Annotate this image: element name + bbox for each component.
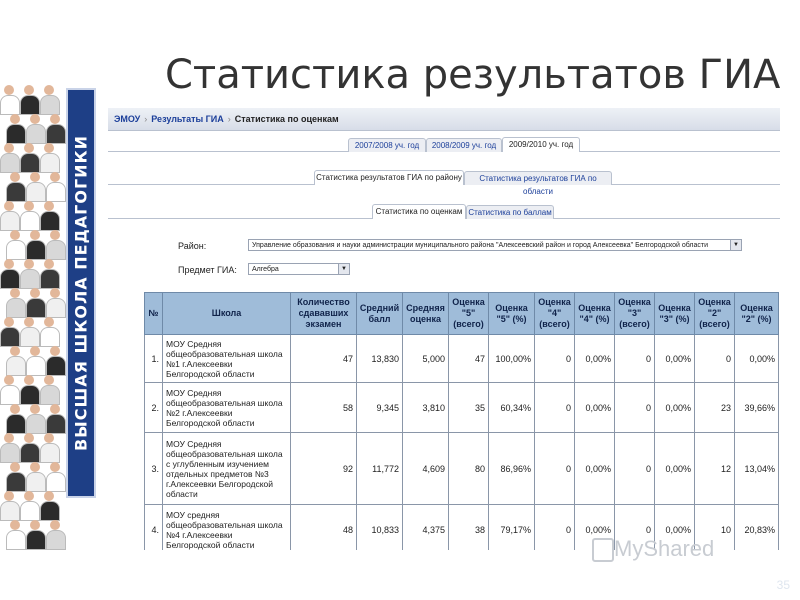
value-cell: 80 xyxy=(449,433,489,505)
person-icon xyxy=(40,143,58,171)
year-tabs xyxy=(108,137,780,152)
value-cell: 0 xyxy=(535,383,575,433)
person-icon xyxy=(20,491,38,519)
value-cell: 5,000 xyxy=(403,335,449,383)
value-cell: 0 xyxy=(615,433,655,505)
district-select-value: Управление образования и науки администрации муниципального района "Алексеевский район и город Алексеевка" Белгородской области xyxy=(252,242,709,249)
value-cell: 58 xyxy=(291,383,357,433)
value-cell: 39,66% xyxy=(735,383,779,433)
person-icon xyxy=(0,143,18,171)
person-icon xyxy=(40,259,58,287)
person-icon xyxy=(0,375,18,403)
chevron-down-icon: ▼ xyxy=(730,240,741,250)
column-header: Средний балл xyxy=(357,293,403,335)
value-cell: 10 xyxy=(695,505,735,551)
person-icon xyxy=(26,172,44,200)
value-cell: 38 xyxy=(449,505,489,551)
value-cell: 0,00% xyxy=(655,433,695,505)
value-cell: 10,833 xyxy=(357,505,403,551)
person-icon xyxy=(6,288,24,316)
person-icon xyxy=(20,317,38,345)
value-cell: 11,772 xyxy=(357,433,403,505)
row-number-cell: 1. xyxy=(145,335,163,383)
value-cell: 79,17% xyxy=(489,505,535,551)
column-header: Оценка "5" (%) xyxy=(489,293,535,335)
tab-by-grades[interactable]: Статистика по оценкам xyxy=(372,204,466,219)
people-photo-strip xyxy=(0,85,70,550)
tab-district-stats[interactable]: Статистика результатов ГИА по району xyxy=(314,170,464,185)
view-tabs xyxy=(108,204,780,219)
person-icon xyxy=(40,491,58,519)
breadcrumb-current: Статистика по оценкам xyxy=(234,114,339,124)
column-header: № xyxy=(145,293,163,335)
value-cell: 86,96% xyxy=(489,433,535,505)
person-icon xyxy=(46,520,64,548)
person-icon xyxy=(20,259,38,287)
value-cell: 0,00% xyxy=(575,433,615,505)
tab-region-stats[interactable]: Статистика результатов ГИА по области xyxy=(464,171,612,185)
person-icon xyxy=(40,375,58,403)
value-cell: 0 xyxy=(615,335,655,383)
value-cell: 13,04% xyxy=(735,433,779,505)
column-header: Оценка "3" (%) xyxy=(655,293,695,335)
subject-select[interactable] xyxy=(248,263,350,275)
person-icon xyxy=(20,433,38,461)
app-screenshot xyxy=(108,108,780,550)
value-cell: 0 xyxy=(695,335,735,383)
value-cell: 23 xyxy=(695,383,735,433)
person-icon xyxy=(40,317,58,345)
person-icon xyxy=(26,462,44,490)
value-cell: 60,34% xyxy=(489,383,535,433)
person-icon xyxy=(6,462,24,490)
table-header-row xyxy=(145,293,779,335)
page-number: 35 xyxy=(776,578,790,592)
person-icon xyxy=(46,230,64,258)
row-number-cell: 2. xyxy=(145,383,163,433)
person-icon xyxy=(0,85,18,113)
school-name-cell: МОУ Средняя общеобразовательная школа с углубленным изучением отдельных предметов №3 г.Алексеевки Белгородской области xyxy=(163,433,291,505)
value-cell: 92 xyxy=(291,433,357,505)
value-cell: 3,810 xyxy=(403,383,449,433)
person-icon xyxy=(46,404,64,432)
value-cell: 0 xyxy=(615,383,655,433)
table-row xyxy=(145,335,779,383)
person-icon xyxy=(26,404,44,432)
person-icon xyxy=(46,288,64,316)
value-cell: 0 xyxy=(615,505,655,551)
value-cell: 0,00% xyxy=(735,335,779,383)
person-icon xyxy=(26,520,44,548)
tab-year-2007-2008[interactable]: 2007/2008 уч. год xyxy=(348,138,426,152)
table-row xyxy=(145,383,779,433)
school-name-cell: МОУ Средняя общеобразовательная школа №1 г.Алексеевки Белгородской области xyxy=(163,335,291,383)
value-cell: 47 xyxy=(449,335,489,383)
person-icon xyxy=(0,259,18,287)
value-cell: 47 xyxy=(291,335,357,383)
person-icon xyxy=(26,114,44,142)
person-icon xyxy=(0,317,18,345)
person-icon xyxy=(6,346,24,374)
person-icon xyxy=(40,433,58,461)
district-select[interactable] xyxy=(248,239,742,251)
person-icon xyxy=(0,433,18,461)
column-header: Оценка "2" (%) xyxy=(735,293,779,335)
row-number-cell: 4. xyxy=(145,505,163,551)
column-header: Средняя оценка xyxy=(403,293,449,335)
person-icon xyxy=(40,201,58,229)
value-cell: 9,345 xyxy=(357,383,403,433)
person-icon xyxy=(6,520,24,548)
breadcrumb-separator-icon: › xyxy=(227,114,231,124)
value-cell: 0,00% xyxy=(575,335,615,383)
person-icon xyxy=(20,375,38,403)
person-icon xyxy=(26,288,44,316)
person-icon xyxy=(26,346,44,374)
column-header: Оценка "4" (всего) xyxy=(535,293,575,335)
school-name-cell: МОУ средняя общеобразовательная школа №4 г.Алексеевки Белгородской области xyxy=(163,505,291,551)
value-cell: 0,00% xyxy=(655,505,695,551)
breadcrumb-gia-results[interactable]: Результаты ГИА xyxy=(151,114,224,124)
subject-select-value: Алгебра xyxy=(252,266,279,273)
value-cell: 100,00% xyxy=(489,335,535,383)
breadcrumb-separator-icon: › xyxy=(144,114,148,124)
person-icon xyxy=(6,172,24,200)
value-cell: 0,00% xyxy=(575,383,615,433)
value-cell: 35 xyxy=(449,383,489,433)
person-icon xyxy=(20,85,38,113)
column-header: Школа xyxy=(163,293,291,335)
breadcrumb-emou[interactable]: ЭМОУ xyxy=(114,114,141,124)
breadcrumb xyxy=(108,108,780,131)
tab-by-scores[interactable]: Статистика по баллам xyxy=(466,205,554,219)
value-cell: 4,375 xyxy=(403,505,449,551)
tab-year-2009-2010[interactable]: 2009/2010 уч. год xyxy=(502,137,580,152)
column-header: Количество сдававших экзамен xyxy=(291,293,357,335)
person-icon xyxy=(0,491,18,519)
person-icon xyxy=(0,201,18,229)
scope-tabs xyxy=(108,170,780,196)
person-icon xyxy=(46,462,64,490)
person-icon xyxy=(46,346,64,374)
value-cell: 13,830 xyxy=(357,335,403,383)
value-cell: 48 xyxy=(291,505,357,551)
value-cell: 4,609 xyxy=(403,433,449,505)
person-icon xyxy=(6,114,24,142)
value-cell: 12 xyxy=(695,433,735,505)
person-icon xyxy=(26,230,44,258)
person-icon xyxy=(6,230,24,258)
chevron-down-icon: ▼ xyxy=(338,264,349,274)
value-cell: 20,83% xyxy=(735,505,779,551)
banner xyxy=(66,88,96,498)
person-icon xyxy=(20,201,38,229)
value-cell: 0,00% xyxy=(575,505,615,551)
watermark: MyShared xyxy=(614,536,715,561)
column-header: Оценка "2" (всего) xyxy=(695,293,735,335)
column-header: Оценка "3" (всего) xyxy=(615,293,655,335)
banner-text: ВЫСШАЯ ШКОЛА ПЕДАГОГИКИ xyxy=(71,134,91,452)
slide-title: Статистика результатов ГИА xyxy=(165,52,781,98)
value-cell: 0,00% xyxy=(655,335,695,383)
value-cell: 0 xyxy=(535,505,575,551)
person-icon xyxy=(46,172,64,200)
person-icon xyxy=(46,114,64,142)
value-cell: 0 xyxy=(535,335,575,383)
tab-year-2008-2009[interactable]: 2008/2009 уч. год xyxy=(426,138,502,152)
person-icon xyxy=(20,143,38,171)
table-row xyxy=(145,433,779,505)
column-header: Оценка "4" (%) xyxy=(575,293,615,335)
myshared-logo-icon xyxy=(592,538,614,562)
subject-label: Предмет ГИА: xyxy=(178,265,237,275)
value-cell: 0,00% xyxy=(655,383,695,433)
person-icon xyxy=(40,85,58,113)
column-header: Оценка "5" (всего) xyxy=(449,293,489,335)
results-table xyxy=(144,292,779,550)
school-name-cell: МОУ Средняя общеобразовательная школа №2 г.Алексеевки Белгородской области xyxy=(163,383,291,433)
district-label: Район: xyxy=(178,241,207,251)
row-number-cell: 3. xyxy=(145,433,163,505)
value-cell: 0 xyxy=(535,433,575,505)
person-icon xyxy=(6,404,24,432)
